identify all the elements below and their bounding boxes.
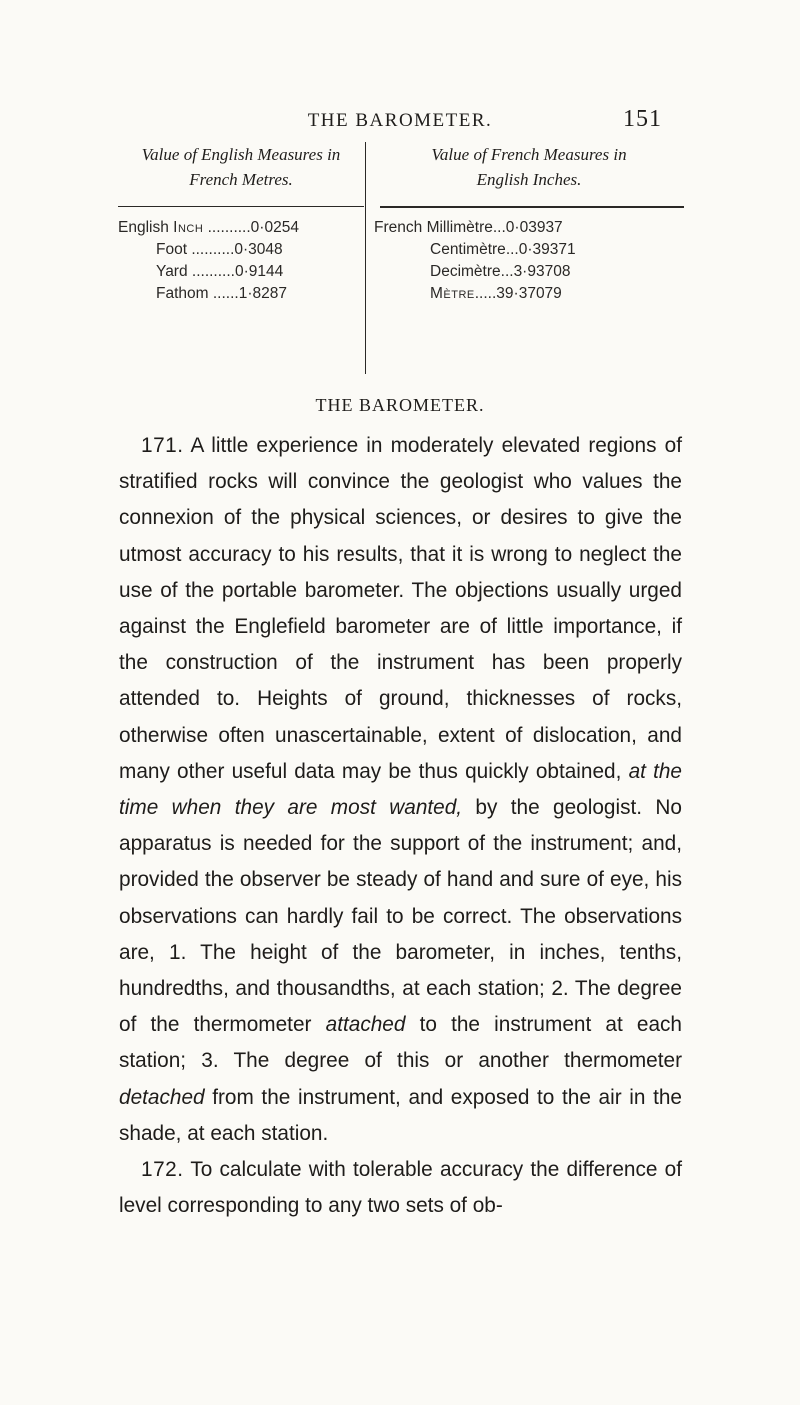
- table-row: [118, 217, 364, 239]
- row-value: 0·0254: [250, 219, 299, 236]
- paragraph-number: 171.: [141, 434, 184, 457]
- french-table-heading: [374, 142, 684, 194]
- table-divider: [365, 142, 366, 374]
- paragraph-text: by the geologist. No apparatus is needed for the support of the instrument; and, provided the observer be steady of hand and sure of eye, his observations can hardly fail to be correct. The observations are, 1. The height of the barometer, in inches, tenths, hundredths, and thousandths, at each station; 2. The degree of the thermometer: [119, 796, 682, 1037]
- french-to-english-table: [374, 142, 684, 302]
- row-dots: ..........: [187, 241, 235, 258]
- row-dots: ...: [500, 263, 514, 280]
- row-value: 1·8287: [238, 285, 287, 302]
- row-unit: Inch: [173, 219, 204, 236]
- paragraph-number: 172.: [141, 1158, 184, 1182]
- row-unit: Yard: [156, 263, 188, 280]
- row-prefix: English: [118, 219, 174, 236]
- table-row: [374, 239, 684, 261]
- paragraph-text: from the instrument, and exposed to the air in the shade, at each station.: [119, 1085, 682, 1145]
- row-value: 0·39371: [518, 241, 576, 258]
- conversion-tables: [118, 142, 684, 397]
- row-dots: ..........: [187, 263, 235, 280]
- row-unit: Mètre: [430, 285, 475, 302]
- row-unit: Decimètre: [430, 263, 501, 280]
- row-dots: ...: [505, 241, 519, 258]
- paragraph-italic: attached: [325, 1013, 406, 1037]
- row-dots: ..........: [203, 219, 251, 236]
- row-prefix: French: [374, 219, 427, 236]
- row-value: 0·03937: [505, 219, 563, 236]
- english-table-heading-line1: Value of English Measures in: [141, 145, 341, 164]
- running-head: [0, 106, 800, 136]
- english-table-heading-line2: French Metres.: [189, 170, 293, 189]
- table-row: [374, 217, 684, 239]
- table-row: [118, 239, 364, 261]
- table-row: [118, 261, 364, 283]
- row-unit: Fathom: [156, 285, 209, 302]
- english-to-french-table: [118, 142, 364, 302]
- table-row: [374, 283, 684, 305]
- paragraph-172: [119, 1152, 682, 1224]
- row-value: 0·9144: [234, 263, 284, 280]
- table-rule-right: [380, 206, 684, 208]
- table-rule-left: [118, 206, 364, 207]
- row-unit: Centimètre: [430, 241, 506, 258]
- paragraph-italic: at the time when they are most wanted,: [119, 759, 682, 820]
- paragraph-text: A little experience in moderately elevated regions of stratified rocks will convince the geologist who values the connexion of the physical sciences, or desires to give the utmost accuracy to his results, that it is wrong to neglect the use of the portable barometer. The objections usually urged against the Englefield barometer are of little importance, if the construction of the instrument has been properly attended to. Heights of ground, thicknesses of rocks, otherwise often unascertainable, extent of dislocation, and many other useful data may be thus quickly obtained,: [119, 434, 682, 783]
- row-dots: ......: [208, 285, 239, 302]
- table-row: [118, 283, 364, 305]
- row-dots: .....: [474, 285, 497, 302]
- paragraph-italic: detached: [119, 1085, 205, 1109]
- page-number: 151: [623, 106, 662, 132]
- row-unit: Foot: [156, 241, 188, 258]
- row-value: 39·37079: [496, 285, 562, 302]
- running-title: THE BAROMETER.: [307, 110, 493, 131]
- row-dots: ...: [492, 219, 506, 236]
- row-value: 3·93708: [513, 263, 571, 280]
- french-table-heading-line2: English Inches.: [476, 170, 582, 189]
- english-table-heading: [118, 142, 364, 194]
- body-text: [119, 428, 682, 1224]
- section-heading: THE BAROMETER.: [315, 395, 485, 415]
- row-unit: Millimètre: [426, 219, 493, 236]
- paragraph-text: to the instrument at each station; 3. The degree of this or another thermometer: [119, 1013, 682, 1073]
- paragraph-171: [119, 428, 682, 1152]
- french-table-heading-line1: Value of French Measures in: [431, 145, 627, 164]
- paragraph-text: To calculate with tolerable accuracy the difference of level corresponding to any two sets of ob-: [119, 1158, 682, 1218]
- row-value: 0·3048: [234, 241, 283, 258]
- table-row: [374, 261, 684, 283]
